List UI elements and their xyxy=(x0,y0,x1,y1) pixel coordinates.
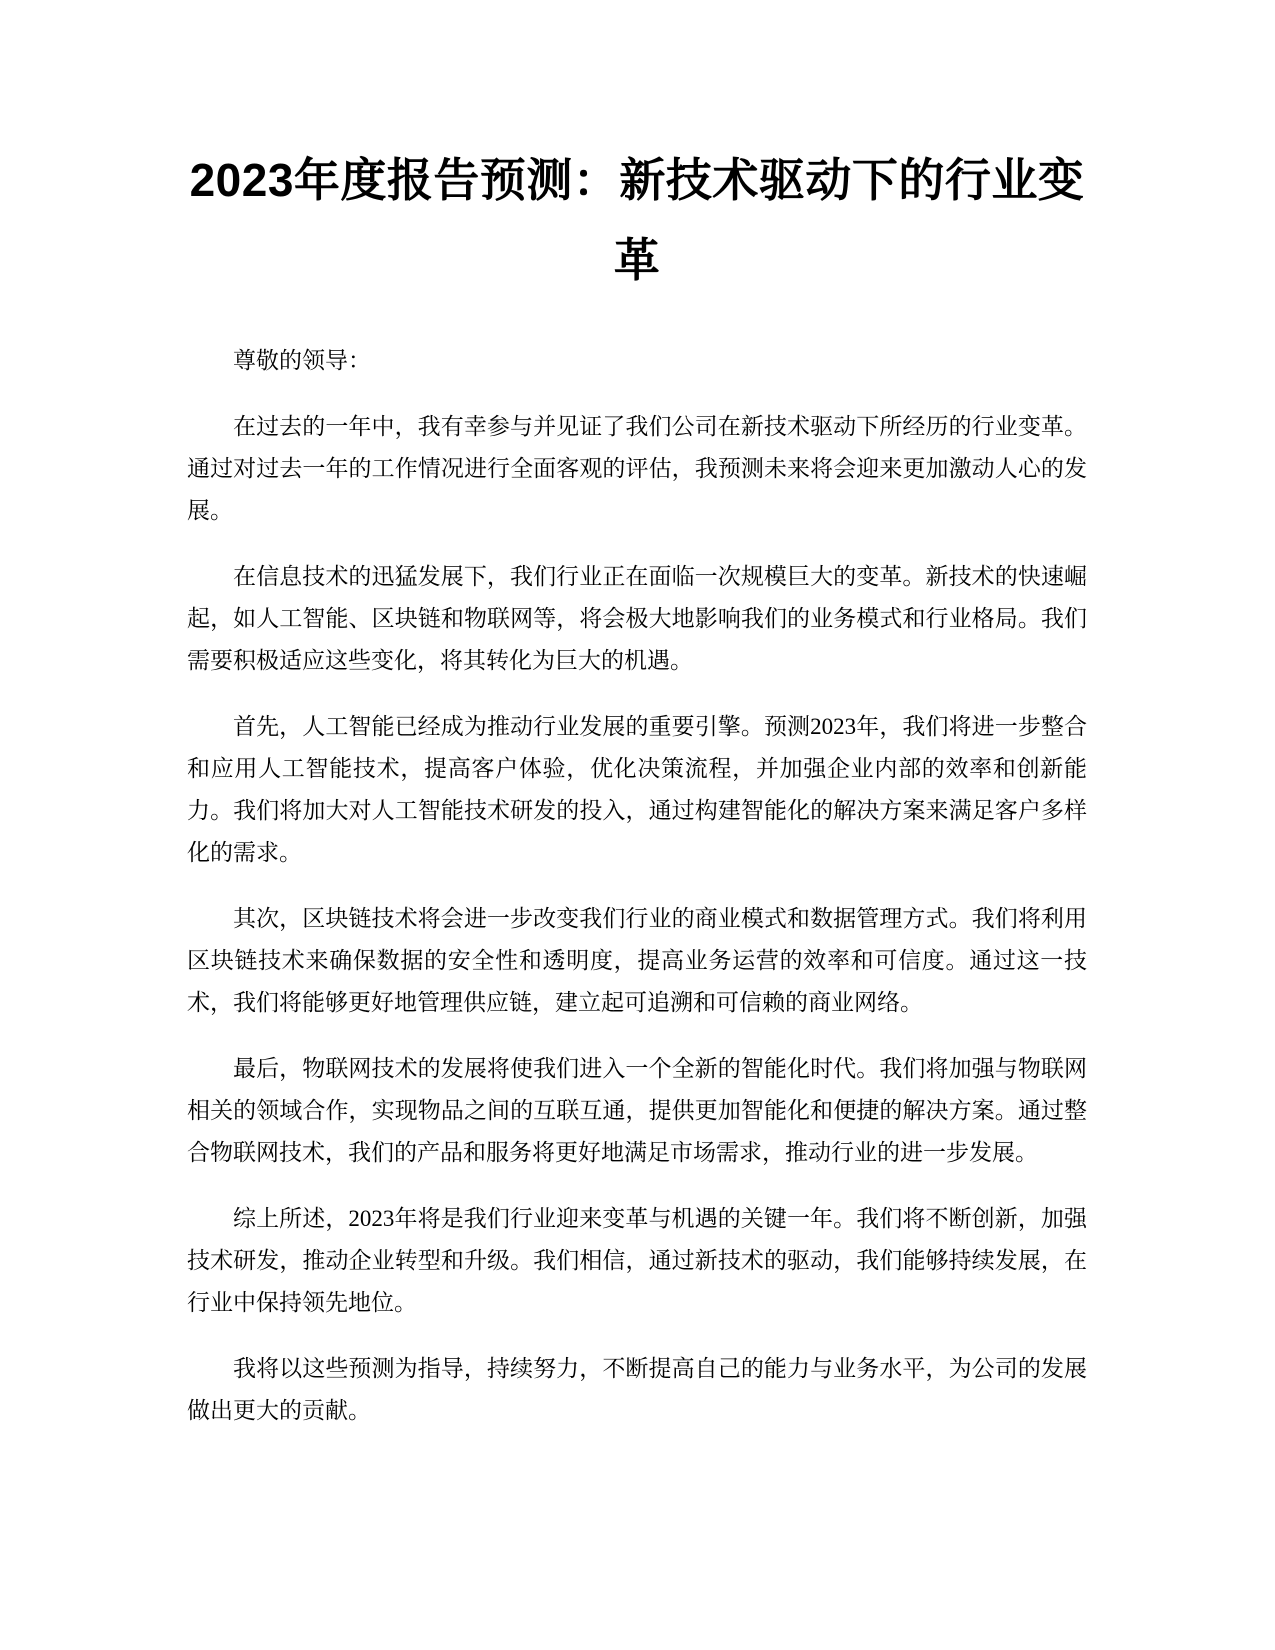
paragraph-ai: 首先，人工智能已经成为推动行业发展的重要引擎。预测2023年，我们将进一步整合和应用人工智能技术，提高客户体验，优化决策流程，并加强企业内部的效率和创新能力。我们将加大对人工智能技术研发的投入，通过构建智能化的解决方案来满足客户多样化的需求。 xyxy=(187,714,1087,865)
document-content xyxy=(187,140,1087,1456)
paragraph-intro: 在过去的一年中，我有幸参与并见证了我们公司在新技术驱动下所经历的行业变革。通过对过去一年的工作情况进行全面客观的评估，我预测未来将会迎来更加激动人心的发展。 xyxy=(187,414,1087,523)
salutation: 尊敬的领导： xyxy=(233,348,371,373)
document-body xyxy=(187,340,1087,1432)
paragraph-industry-change: 在信息技术的迅猛发展下，我们行业正在面临一次规模巨大的变革。新技术的快速崛起，如人工智能、区块链和物联网等，将会极大地影响我们的业务模式和行业格局。我们需要积极适应这些变化，将其转化为巨大的机遇。 xyxy=(187,564,1087,673)
document-title: 2023年度报告预测：新技术驱动下的行业变革 xyxy=(189,154,1085,286)
paragraph-iot: 最后，物联网技术的发展将使我们进入一个全新的智能化时代。我们将加强与物联网相关的领域合作，实现物品之间的互联互通，提供更加智能化和便捷的解决方案。通过整合物联网技术，我们的产品和服务将更好地满足市场需求，推动行业的进一步发展。 xyxy=(187,1056,1087,1165)
paragraph-summary: 综上所述，2023年将是我们行业迎来变革与机遇的关键一年。我们将不断创新，加强技术研发，推动企业转型和升级。我们相信，通过新技术的驱动，我们能够持续发展，在行业中保持领先地位。 xyxy=(187,1206,1087,1315)
paragraph-blockchain: 其次，区块链技术将会进一步改变我们行业的商业模式和数据管理方式。我们将利用区块链技术来确保数据的安全性和透明度，提高业务运营的效率和可信度。通过这一技术，我们将能够更好地管理供应链，建立起可追溯和可信赖的商业网络。 xyxy=(187,906,1087,1015)
paragraph-closing: 我将以这些预测为指导，持续努力，不断提高自己的能力与业务水平，为公司的发展做出更大的贡献。 xyxy=(187,1356,1087,1423)
